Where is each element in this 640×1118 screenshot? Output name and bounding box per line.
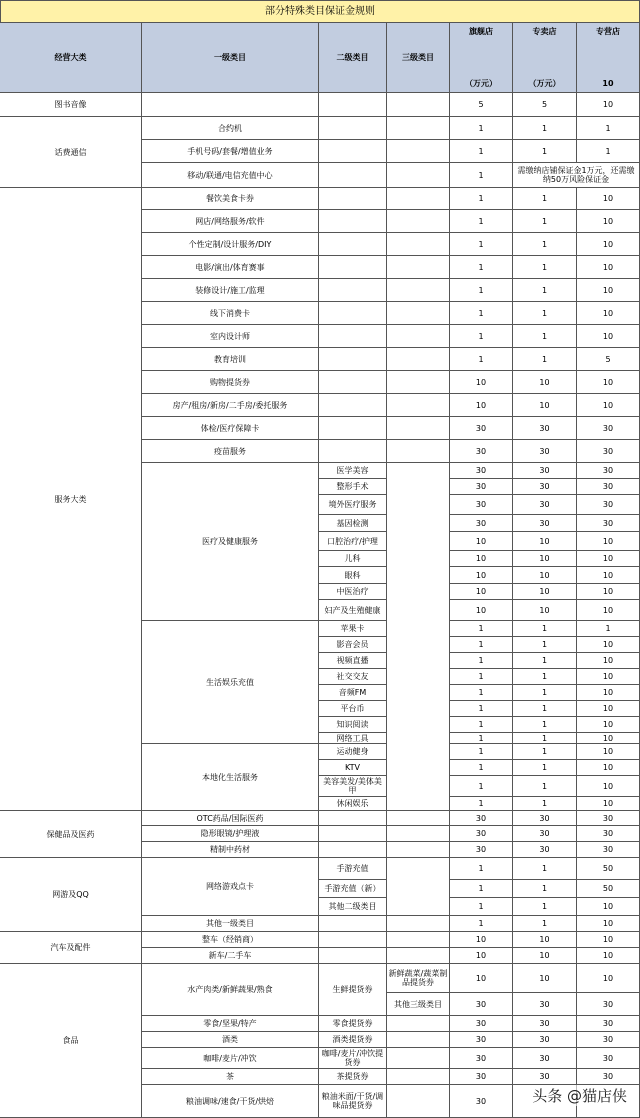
specialty-value: 10 [577,371,640,394]
level2-empty [319,948,387,964]
specialty-value: 30 [577,417,640,440]
level2-category: 休闲娱乐 [319,797,387,811]
level3-empty [387,302,450,325]
level3-empty [387,210,450,233]
level3-empty [387,233,450,256]
flagship-value: 1 [450,210,513,233]
exclusive-value: 1 [513,717,577,733]
flagship-value: 1 [450,140,513,163]
exclusive-value: 1 [513,916,577,932]
level3-empty [387,163,450,188]
exclusive-value: 1 [513,653,577,669]
level3-empty [387,463,450,811]
exclusive-value: 1 [513,880,577,898]
exclusive-value: 1 [513,776,577,797]
flagship-value: 10 [450,964,513,993]
exclusive-value: 30 [513,1032,577,1048]
specialty-value: 10 [577,916,640,932]
level2-empty [319,417,387,440]
level2-empty [319,842,387,858]
specialty-value: 10 [577,964,640,993]
header-exclusive [513,23,577,93]
exclusive-value: 10 [513,600,577,621]
level2-category: 眼科 [319,567,387,584]
specialty-value: 30 [577,479,640,495]
level2-empty [319,916,387,932]
exclusive-value: 1 [513,188,577,210]
level1-category: 手机号码/套餐/增值业务 [142,140,319,163]
level1-category: 精制中药材 [142,842,319,858]
level2-category: 医学美容 [319,463,387,479]
level3-empty [387,325,450,348]
specialty-value: 50 [577,880,640,898]
level2-category: 手游充值（新） [319,880,387,898]
exclusive-value: 1 [513,256,577,279]
flagship-value: 1 [450,760,513,776]
flagship-value: 1 [450,279,513,302]
flagship-value: 1 [450,701,513,717]
flagship-value: 1 [450,717,513,733]
level1-category: 移动/联通/电信充值中心 [142,163,319,188]
exclusive-value: 30 [513,515,577,532]
specialty-value: 30 [577,993,640,1016]
flagship-value: 1 [450,163,513,188]
level1-category: 电影/演出/体育赛事 [142,256,319,279]
exclusive-value: 1 [513,797,577,811]
level3-empty [387,1048,450,1069]
flagship-value: 1 [450,348,513,371]
flagship-value: 1 [450,256,513,279]
flagship-value: 5 [450,93,513,117]
big-category: 服务大类 [0,188,142,811]
header-specialty-label: 专营店 [596,27,620,36]
exclusive-value: 1 [513,701,577,717]
level1-category: 粮油调味/速食/干货/烘焙 [142,1085,319,1118]
exclusive-value: 1 [513,325,577,348]
flagship-value: 1 [450,621,513,637]
flagship-value: 30 [450,479,513,495]
level1-category: 装修设计/施工/监理 [142,279,319,302]
exclusive-value: 30 [513,1048,577,1069]
exclusive-value: 1 [513,733,577,744]
specialty-value: 30 [577,1032,640,1048]
specialty-value: 10 [577,279,640,302]
level3-empty [387,140,450,163]
specialty-value: 10 [577,797,640,811]
specialty-value: 5 [577,348,640,371]
level2-category: 音频FM [319,685,387,701]
header-specialty [577,23,640,93]
flagship-value: 30 [450,515,513,532]
flagship-value: 1 [450,117,513,140]
big-category: 图书音像 [0,93,142,117]
level2-empty [319,117,387,140]
level1-category: 茶 [142,1069,319,1085]
level3-empty [387,117,450,140]
flagship-value: 30 [450,440,513,463]
flagship-value: 1 [450,776,513,797]
level1-category: 线下消费卡 [142,302,319,325]
exclusive-value: 30 [513,811,577,826]
exclusive-value: 1 [513,117,577,140]
watermark: 头条 @猫店侠 [529,1085,630,1106]
level2-category: 社交交友 [319,669,387,685]
exclusive-value: 10 [513,932,577,948]
flagship-value: 1 [450,880,513,898]
exclusive-value: 10 [513,532,577,551]
level2-category: 咖啡/麦片/冲饮提货券 [319,1048,387,1069]
specialty-value: 30 [577,842,640,858]
specialty-value: 30 [577,440,640,463]
exclusive-value: 30 [513,495,577,515]
specialty-value: 10 [577,669,640,685]
flagship-value: 1 [450,733,513,744]
level1-category: 新车/二手车 [142,948,319,964]
specialty-value: 10 [577,637,640,653]
level2-empty [319,440,387,463]
level2-empty [319,348,387,371]
exclusive-value: 10 [513,964,577,993]
flagship-value: 1 [450,302,513,325]
specialty-value: 10 [577,776,640,797]
level1-category: 咖啡/麦片/冲饮 [142,1048,319,1069]
level2-empty [319,325,387,348]
specialty-value: 50 [577,858,640,880]
level2-empty [319,256,387,279]
level2-empty [319,140,387,163]
exclusive-value: 30 [513,842,577,858]
level2-empty [319,394,387,417]
level1-category: 生活娱乐充值 [142,621,319,744]
flagship-value: 1 [450,916,513,932]
exclusive-value: 1 [513,858,577,880]
exclusive-value: 1 [513,233,577,256]
level2-empty [319,163,387,188]
exclusive-value: 1 [513,637,577,653]
level2-category: 知识阅读 [319,717,387,733]
level1-category: 医疗及健康服务 [142,463,319,621]
level1-category: 其他一级类目 [142,916,319,932]
specialty-value: 30 [577,495,640,515]
flagship-value: 10 [450,600,513,621]
level2-category: 影音会员 [319,637,387,653]
flagship-value: 30 [450,495,513,515]
level3-empty [387,93,450,117]
level1-category: OTC药品/国际医药 [142,811,319,826]
specialty-value: 10 [577,210,640,233]
level3-empty [387,842,450,858]
level2-category: 中医治疗 [319,584,387,600]
level3-empty [387,1085,450,1118]
exclusive-value: 1 [513,685,577,701]
level2-empty [319,811,387,826]
level2-category: 茶提货券 [319,1069,387,1085]
exclusive-value: 30 [513,1069,577,1085]
specialty-value: 10 [577,394,640,417]
exclusive-value: 10 [513,551,577,567]
exclusive-value: 1 [513,348,577,371]
flagship-value: 10 [450,948,513,964]
exclusive-value: 1 [513,760,577,776]
level2-category: 基因检测 [319,515,387,532]
level3-empty [387,811,450,826]
specialty-value: 30 [577,515,640,532]
header-flagship [450,23,513,93]
level2-empty [319,210,387,233]
flagship-value: 30 [450,811,513,826]
exclusive-value: 1 [513,140,577,163]
exclusive-value: 30 [513,993,577,1016]
level3-empty [387,932,450,948]
level2-category: 美容美发/美体美甲 [319,776,387,797]
flagship-value: 30 [450,826,513,842]
level2-category: 儿科 [319,551,387,567]
level1-category: 网络游戏点卡 [142,858,319,916]
header-specialty-unit: 10 [602,79,614,88]
header-big-category: 经营大类 [0,23,142,93]
specialty-value: 10 [577,744,640,760]
specialty-value: 10 [577,717,640,733]
flagship-value: 30 [450,842,513,858]
exclusive-value: 30 [513,479,577,495]
level1-category: 疫苗服务 [142,440,319,463]
level1-category: 教育培训 [142,348,319,371]
level2-category: 零食提货券 [319,1016,387,1032]
specialty-value: 10 [577,932,640,948]
level3-category: 其他三级类目 [387,993,450,1016]
specialty-value: 10 [577,188,640,210]
header-exclusive-label: 专卖店 [532,27,557,36]
header-level2: 二级类目 [319,23,387,93]
specialty-value: 10 [577,600,640,621]
specialty-value: 10 [577,325,640,348]
level1-category: 零食/坚果/特产 [142,1016,319,1032]
sheet-title: 部分特殊类目保证金规则 [0,0,640,23]
header-flagship-label: 旗舰店 [469,27,493,36]
level1-category: 合约机 [142,117,319,140]
flagship-value: 1 [450,637,513,653]
flagship-value: 10 [450,584,513,600]
specialty-value: 10 [577,653,640,669]
level3-category: 新鲜蔬菜/蔬菜制品提货券 [387,964,450,993]
specialty-value: 10 [577,584,640,600]
level1-category: 水产肉类/新鲜蔬果/熟食 [142,964,319,1016]
flagship-value: 30 [450,993,513,1016]
big-category: 食品 [0,964,142,1118]
level2-category: 酒类提货券 [319,1032,387,1048]
flagship-value: 1 [450,233,513,256]
level3-empty [387,256,450,279]
level2-category: 境外医疗服务 [319,495,387,515]
flagship-value: 10 [450,371,513,394]
exclusive-value: 10 [513,394,577,417]
flagship-value: 1 [450,858,513,880]
flagship-value: 1 [450,744,513,760]
level3-empty [387,348,450,371]
exclusive-value: 30 [513,440,577,463]
level3-empty [387,440,450,463]
specialty-value: 10 [577,701,640,717]
exclusive-value: 30 [513,417,577,440]
exclusive-value: 10 [513,948,577,964]
level2-empty [319,302,387,325]
specialty-value: 10 [577,532,640,551]
flagship-value: 30 [450,1085,513,1118]
level2-category: 整形手术 [319,479,387,495]
specialty-value: 1 [577,621,640,637]
level1-category: 酒类 [142,1032,319,1048]
specialty-value: 10 [577,233,640,256]
level2-category: 苹果卡 [319,621,387,637]
level1-category: 房产/租房/新房/二手房/委托服务 [142,394,319,417]
level2-empty [319,93,387,117]
specialty-value: 10 [577,733,640,744]
level1-category: 隐形眼镜/护理液 [142,826,319,842]
specialty-value: 30 [577,1016,640,1032]
level2-category: 手游充值 [319,858,387,880]
exclusive-value: 1 [513,744,577,760]
level3-empty [387,394,450,417]
exclusive-value: 1 [513,898,577,916]
flagship-value: 10 [450,394,513,417]
flagship-value: 30 [450,417,513,440]
level3-empty [387,1016,450,1032]
big-category: 保健品及医药 [0,811,142,858]
flagship-value: 1 [450,653,513,669]
flagship-value: 10 [450,532,513,551]
level3-empty [387,948,450,964]
recharge-deposit-note: 需缴纳店铺保证金1万元，还需缴纳50万风险保证金 [513,163,640,188]
specialty-value: 10 [577,567,640,584]
level3-empty [387,279,450,302]
big-category: 话费通信 [0,117,142,188]
flagship-value: 30 [450,1069,513,1085]
flagship-value: 30 [450,1032,513,1048]
specialty-value: 10 [577,93,640,117]
level3-empty [387,916,450,932]
specialty-value: 30 [577,1069,640,1085]
exclusive-value: 10 [513,567,577,584]
level2-empty [319,279,387,302]
flagship-value: 30 [450,1016,513,1032]
big-category: 网游及QQ [0,858,142,932]
flagship-value: 1 [450,188,513,210]
level3-empty [387,1032,450,1048]
level3-empty [387,417,450,440]
flagship-value: 30 [450,463,513,479]
level1-category: 整车（经销商） [142,932,319,948]
exclusive-value: 1 [513,621,577,637]
exclusive-value: 5 [513,93,577,117]
exclusive-value: 30 [513,1016,577,1032]
specialty-value: 30 [577,826,640,842]
level2-category: 口腔治疗/护理 [319,532,387,551]
level2-category: 网络工具 [319,733,387,744]
flagship-value: 10 [450,932,513,948]
level2-category: 妇产及生殖健康 [319,600,387,621]
exclusive-value: 10 [513,371,577,394]
level1-category: 体检/医疗保障卡 [142,417,319,440]
specialty-value: 30 [577,463,640,479]
level1-category: 购物提货券 [142,371,319,394]
level2-category: 运动健身 [319,744,387,760]
level1-category [142,93,319,117]
exclusive-value: 1 [513,669,577,685]
specialty-value: 1 [577,140,640,163]
specialty-value: 10 [577,551,640,567]
level2-empty [319,233,387,256]
level2-category: 生鲜提货券 [319,964,387,1016]
specialty-value: 10 [577,898,640,916]
level1-category: 室内设计师 [142,325,319,348]
flagship-value: 1 [450,898,513,916]
specialty-value: 10 [577,685,640,701]
flagship-value: 1 [450,797,513,811]
level2-empty [319,932,387,948]
flagship-value: 1 [450,685,513,701]
level1-category: 本地化生活服务 [142,744,319,811]
level3-empty [387,858,450,916]
header-exclusive-unit: （万元） [528,79,561,88]
level2-empty [319,188,387,210]
level2-empty [319,826,387,842]
flagship-value: 1 [450,325,513,348]
flagship-value: 30 [450,1048,513,1069]
exclusive-value: 10 [513,584,577,600]
exclusive-value: 1 [513,210,577,233]
level1-category: 餐饮美食卡券 [142,188,319,210]
big-category: 汽车及配件 [0,932,142,964]
flagship-value: 10 [450,551,513,567]
specialty-value: 30 [577,811,640,826]
exclusive-value: 1 [513,302,577,325]
level2-category: 平台币 [319,701,387,717]
level1-category: 网店/网络服务/软件 [142,210,319,233]
flagship-value: 10 [450,567,513,584]
header-level3: 三级类目 [387,23,450,93]
level3-empty [387,371,450,394]
level1-category: 个性定制/设计服务/DIY [142,233,319,256]
header-level1: 一级类目 [142,23,319,93]
exclusive-value: 30 [513,463,577,479]
level2-category: 其他二级类目 [319,898,387,916]
header-flagship-unit: （万元） [465,79,497,88]
level2-category: KTV [319,760,387,776]
specialty-value: 1 [577,117,640,140]
level2-empty [319,371,387,394]
specialty-value: 10 [577,302,640,325]
level2-category: 粮油米面/干货/调味品提货券 [319,1085,387,1118]
specialty-value: 10 [577,948,640,964]
level3-empty [387,1069,450,1085]
exclusive-value: 1 [513,279,577,302]
level3-empty [387,826,450,842]
specialty-value: 30 [577,1048,640,1069]
specialty-value: 10 [577,760,640,776]
level2-category: 视频直播 [319,653,387,669]
specialty-value: 10 [577,256,640,279]
exclusive-value: 30 [513,826,577,842]
flagship-value: 1 [450,669,513,685]
level3-empty [387,188,450,210]
